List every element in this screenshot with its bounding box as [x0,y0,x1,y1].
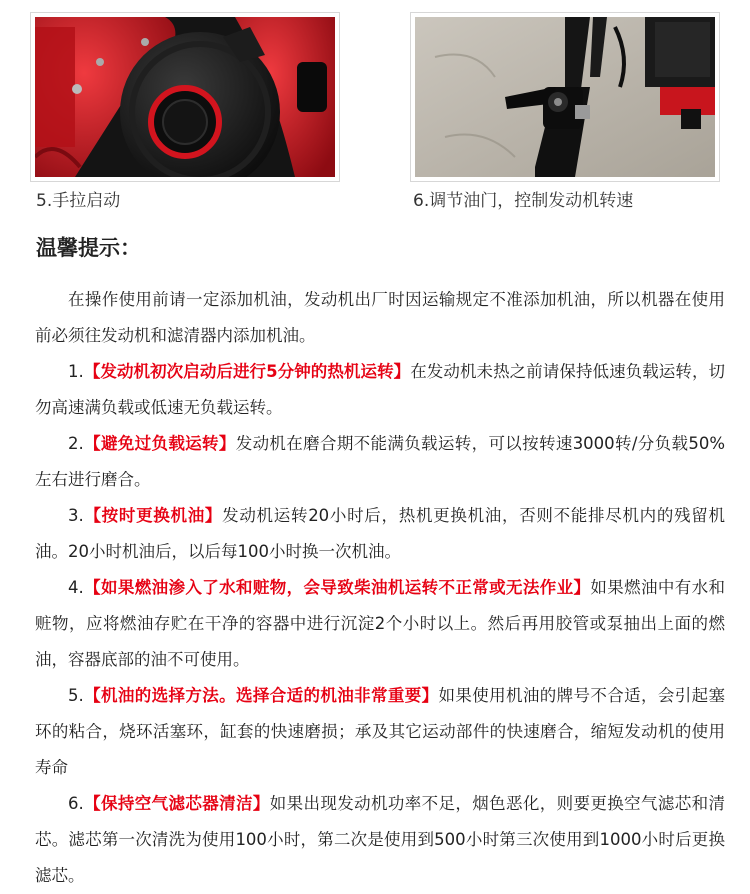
item-text: 如果使用机油的牌号不合适，会引起塞环的粘合，烧环活塞环，缸套的快速磨损；承及其它运动部件的快速磨合，缩短发动机的使用寿命 [35,686,725,777]
notice-intro: 在操作使用前请一定添加机油，发动机出厂时因运输规定不准添加机油，所以机器在使用前必须往发动机和滤清器内添加机油。 [35,290,725,345]
recoil-starter-graphic [35,17,335,177]
caption-recoil-start: 5.手拉启动 [36,191,121,211]
item-number: 5. [68,686,84,705]
notice-item-6 [35,786,725,894]
caption-throttle: 6.调节油门，控制发动机转速 [413,191,634,211]
item-highlight: 【避免过负载运转】 [83,434,236,453]
throttle-lever-image [415,17,715,177]
item-text: 发动机运转20小时后，热机更换机油，否则不能排尽机内的残留机油。20小时机油后，以后每100小时换一次机油。 [35,506,726,561]
notice-item-1 [35,354,725,426]
item-highlight: 【保持空气滤芯器清洁】 [83,794,270,813]
throttle-lever-graphic [415,17,715,177]
engine-photo-right [410,12,720,182]
item-text: 如果燃油中有水和赃物，应将燃油存贮在干净的容器中进行沉淀2个小时以上。然后再用胶管或泵抽出上面的燃油，容器底部的油不可使用。 [35,578,725,669]
notice-item-3 [35,498,725,570]
item-number: 4. [68,578,84,597]
item-highlight: 【机油的选择方法。选择合适的机油非常重要】 [83,686,439,705]
engine-photo-left [30,12,340,182]
item-highlight: 【如果燃油渗入了水和赃物，会导致柴油机运转不正常或无法作业】 [83,578,591,597]
notice-body [35,282,725,894]
item-number: 3. [68,506,84,525]
item-number: 6. [68,794,84,813]
item-text: 如果出现发动机功率不足，烟色恶化，则要更换空气滤芯和清芯。滤芯第一次清洗为使用100小时，第二次是使用到500小时第三次使用到1000小时后更换滤芯。 [35,794,725,885]
recoil-starter-image [35,17,335,177]
item-number: 1. [68,362,84,381]
item-highlight: 【按时更换机油】 [83,506,223,525]
item-number: 2. [68,434,84,453]
notice-item-5 [35,678,725,786]
notice-title: 温馨提示： [36,236,141,260]
item-text: 在发动机未热之前请保持低速负载运转，切勿高速满负载或低速无负载运转。 [35,362,726,417]
item-highlight: 【发动机初次启动后进行5分钟的热机运转】 [83,362,411,381]
notice-item-4 [35,570,725,678]
item-text: 发动机在磨合期不能满负载运转，可以按转速3000转/分负载50%左右进行磨合。 [35,434,725,489]
notice-item-2 [35,426,725,498]
